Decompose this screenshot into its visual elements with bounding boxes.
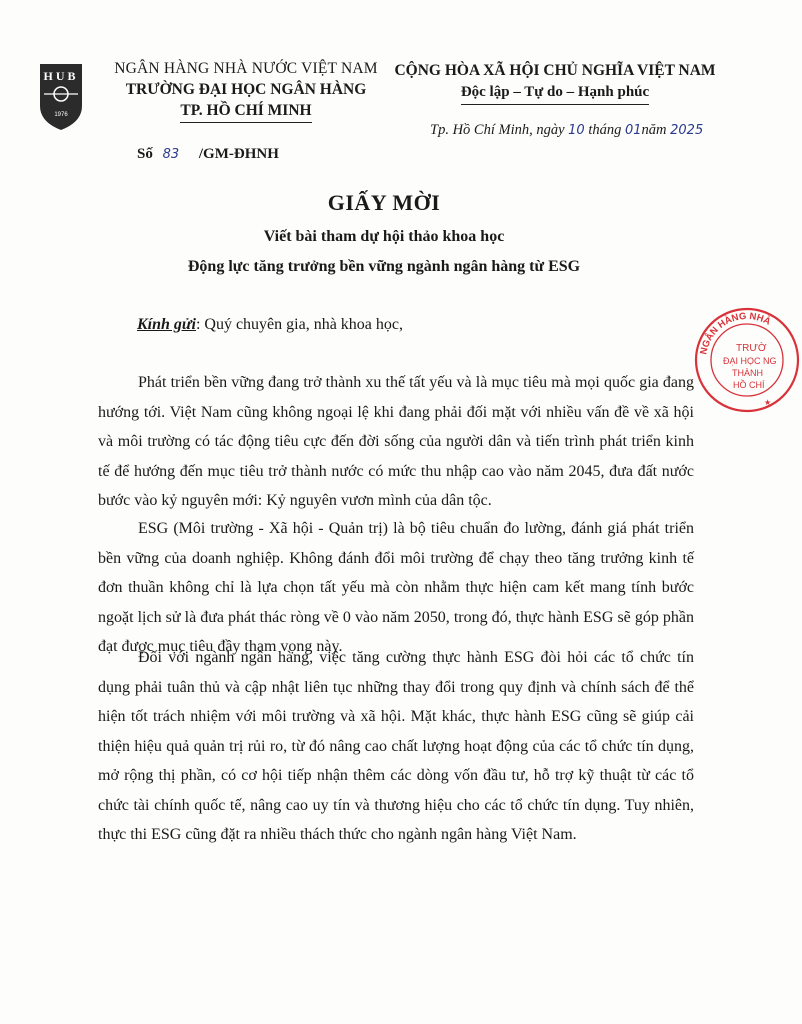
university-logo (38, 62, 84, 132)
body-paragraph-2: ESG (Môi trường - Xã hội - Quản trị) là bộ tiêu chuẩn đo lường, đánh giá phát triển bền vững của doanh nghiệp. Không đánh đổi môi trường để chạy theo tăng trưởng kinh tế đơn thuần không chỉ là lựa chọn tất yếu mà còn nhằm thực hiện cam kết mang tính bước ngoặt lịch sử là đưa phát thác ròng về 0 vào năm 2050, trong đó, thực hành ESG sẽ góp phần đạt được mục tiêu đầy tham vọng này. (98, 520, 694, 655)
salutation-text: : Quý chuyên gia, nhà khoa học, (195, 316, 404, 333)
official-seal (692, 305, 802, 415)
place-date (430, 122, 703, 139)
salutation (137, 316, 403, 334)
issuer-header (96, 58, 396, 123)
date-prefix: Tp. Hồ Chí Minh, ngày (430, 122, 565, 138)
body-paragraph-1: Phát triển bền vững đang trở thành xu thế tất yếu và là mục tiêu mà mọi quốc gia đang hướng tới. Việt Nam cũng không ngoại lệ khi đang phải đối mặt với nhiều vấn đề về xã hội và môi trường có tác động tiêu cực đến đời sống của người dân và tiến trình phát triển kinh tế để hướng đến mục tiêu trở thành nước có mức thu nhập cao vào năm 2045, đưa đất nước bước vào kỷ nguyên mới: Kỷ nguyên vươn mình của dân tộc. (98, 374, 694, 509)
document-title: GIẤY MỜI (327, 190, 441, 215)
logo-text: HUB (43, 69, 79, 83)
seal-star-icon: ★ (764, 398, 772, 407)
seal-line-1: TRƯỜ (736, 343, 767, 354)
seal-line-4: HỒ CHÍ (733, 380, 765, 390)
date-month: 01 (624, 123, 642, 138)
date-year-label: năm (641, 122, 667, 138)
issuer-line-2: TRƯỜNG ĐẠI HỌC NGÂN HÀNG (125, 81, 367, 98)
date-month-label: tháng (588, 122, 622, 138)
salutation-label: Kính gửi (137, 316, 196, 333)
issuer-line-3: TP. HỒ CHÍ MINH (180, 100, 311, 123)
doc-number-label: Số (137, 146, 153, 162)
date-day: 10 (568, 123, 585, 138)
body-paragraph-3: Đối với ngành ngân hàng, việc tăng cường thực hành ESG đòi hỏi các tổ chức tín dụng phải tuân thủ và cập nhật liên tục những thay đổi trong quy định và chính sách để thể hiện tốt trách nhiệm với môi trường và xã hội. Mặt khác, thực hành ESG cũng sẽ giúp cải thiện hiệu quả quản trị rủi ro, từ đó nâng cao chất lượng hoạt động của các tổ chức tín dụng, mở rộng thị phần, có cơ hội tiếp nhận thêm các dòng vốn đầu tư, hỗ trợ kỹ thuật từ các tổ chức tài chính quốc tế, nâng cao uy tín và thương hiệu cho các tổ chức tín dụng. Tuy nhiên, thực thi ESG cũng đặt ra nhiều thách thức cho ngành ngân hàng Việt Nam. (98, 649, 694, 843)
national-title: CỘNG HÒA XÃ HỘI CHỦ NGHĨA VIỆT NAM (394, 62, 716, 79)
issuer-line-1: NGÂN HÀNG NHÀ NƯỚC VIỆT NAM (114, 60, 378, 77)
national-motto: Độc lập – Tự do – Hạnh phúc (461, 82, 649, 105)
doc-number-suffix: /GM-ĐHNH (198, 146, 279, 162)
date-year: 2025 (670, 123, 704, 138)
seal-line-2: ĐẠI HỌC NG (723, 356, 777, 366)
seal-ring-text: NGÂN HÀNG NHÀ (698, 310, 773, 356)
doc-number-value: 83 (162, 147, 180, 162)
document-subtitle-2: Động lực tăng trưởng bền vững ngành ngân hàng từ ESG (187, 258, 581, 275)
document-number (137, 146, 279, 163)
seal-line-3: THÀNH (732, 368, 763, 378)
logo-year: 1976 (54, 112, 68, 118)
document-subtitle-1: Viết bài tham dự hội thảo khoa học (263, 228, 505, 245)
national-header (380, 60, 730, 105)
